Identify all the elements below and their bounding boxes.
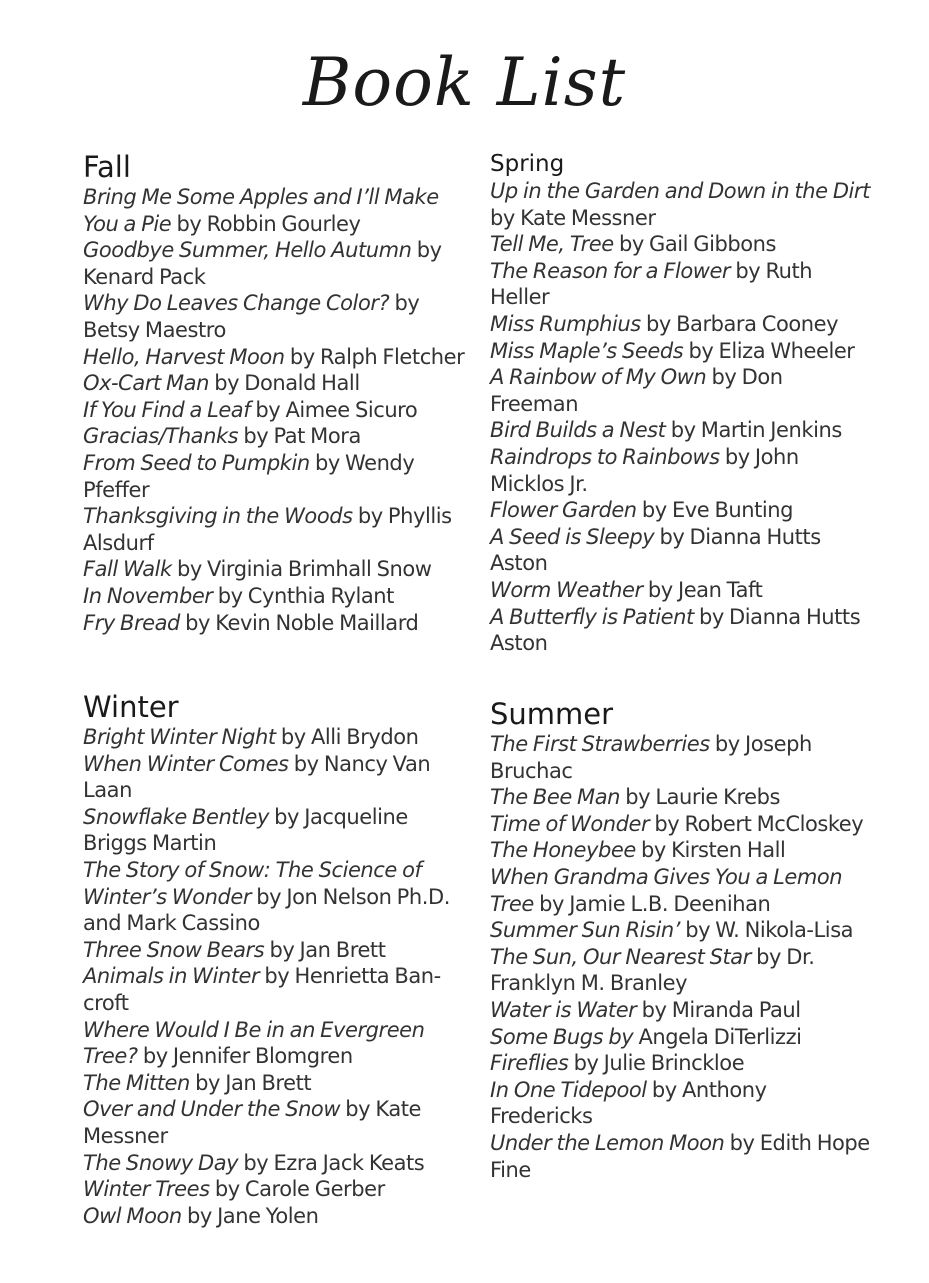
book-author: by Laurie Krebs	[625, 785, 781, 810]
section-heading-fall: Fall	[83, 150, 131, 184]
section-summer	[490, 697, 870, 1183]
book-author: by Jan Brett	[195, 1070, 312, 1095]
section-heading-winter: Winter	[83, 690, 179, 724]
book-title: Three Snow Bears	[83, 937, 265, 962]
book-title: The Mitten	[83, 1070, 190, 1095]
book-title: Goodbye Summer, Hello Autumn	[83, 238, 412, 263]
book-title: A Rainbow of My Own	[490, 365, 707, 390]
book-item	[490, 178, 870, 231]
book-item	[83, 751, 468, 804]
book-item	[83, 556, 468, 583]
book-item	[83, 937, 468, 964]
section-spring	[490, 150, 870, 657]
book-item	[490, 311, 870, 338]
book-title: Worm Weather	[490, 577, 643, 602]
book-author: by Barbara Cooney	[645, 311, 839, 336]
book-author: by Joseph Bruchac	[490, 732, 812, 783]
book-author: by Robert McCloskey	[654, 811, 864, 836]
book-author: by Ralph Fletcher	[289, 344, 465, 369]
book-title: Miss Maple’s Seeds	[490, 338, 684, 363]
book-item	[83, 184, 468, 237]
book-author: by Donald Hall	[214, 371, 360, 396]
book-author: by W. Nikola-Lisa	[685, 918, 854, 943]
section-heading-spring: Spring	[490, 151, 565, 177]
book-item	[83, 963, 468, 1016]
book-item	[83, 423, 468, 450]
book-item	[490, 1077, 870, 1130]
book-title: Winter Trees	[83, 1177, 210, 1202]
book-item	[83, 583, 468, 610]
page-title: Book List	[302, 44, 627, 121]
book-title: When Winter Comes	[83, 751, 289, 776]
book-title: The Honeybee	[490, 838, 636, 863]
book-item	[83, 1096, 468, 1149]
section-winter	[83, 690, 468, 1229]
book-author: by Jacqueline Briggs Martin	[83, 804, 408, 856]
book-author: by John Micklos Jr.	[490, 444, 799, 496]
book-list-summer	[490, 731, 870, 1183]
book-item	[490, 1024, 870, 1051]
book-item	[83, 610, 468, 637]
book-author: by Henrietta Ban-croft	[83, 964, 441, 1015]
book-item	[490, 837, 870, 864]
book-title: Summer Sun Risin’	[490, 918, 680, 943]
book-author: by Miranda Paul	[641, 997, 801, 1022]
book-title: Gracias/Thanks	[83, 424, 239, 449]
book-title: Bring Me Some Apples and I’ll Make You a Pie	[83, 185, 439, 236]
book-author: by Gail Gibbons	[618, 232, 776, 257]
book-author: by Jan Brett	[269, 937, 386, 962]
book-item	[490, 258, 870, 311]
book-title: Hello, Harvest Moon	[83, 344, 285, 369]
book-item	[83, 344, 468, 371]
book-author: by Dianna Hutts Aston	[490, 604, 861, 656]
book-author: by Cynthia Rylant	[217, 583, 394, 608]
book-title: The Sun, Our Nearest Star	[490, 944, 751, 969]
book-item	[83, 370, 468, 397]
book-item	[83, 1017, 468, 1070]
book-item	[83, 724, 468, 751]
book-item	[83, 503, 468, 556]
book-author: by Phyllis Alsdurf	[83, 504, 452, 555]
book-title: The Bee Man	[490, 785, 621, 810]
book-title: The Story of Snow: The Science of Winter’s Wonder	[83, 857, 422, 909]
book-author: by Nancy Van Laan	[83, 751, 431, 803]
book-item	[83, 1150, 468, 1177]
book-item	[490, 811, 870, 838]
book-item	[83, 857, 468, 937]
book-title: A Butterfly is Patient	[490, 604, 694, 629]
book-title: The Reason for a Flower	[490, 258, 731, 283]
book-title: From Seed to Pumpkin	[83, 450, 310, 475]
book-title: Fall Walk	[83, 557, 172, 582]
book-author: by Don Freeman	[490, 365, 783, 416]
book-title: Tell Me, Tree	[490, 232, 614, 257]
book-list-spring	[490, 178, 870, 657]
book-title: In November	[83, 583, 213, 608]
book-author: by Robbin Gourley	[176, 211, 361, 236]
book-author: by Carole Gerber	[214, 1177, 385, 1202]
book-author: by Ezra Jack Keats	[243, 1150, 425, 1175]
book-item	[83, 450, 468, 503]
book-list-winter	[83, 724, 468, 1229]
book-title: Over and Under the Snow	[83, 1097, 341, 1122]
book-item	[490, 864, 870, 917]
book-title: Time of Wonder	[490, 811, 650, 836]
book-item	[490, 231, 870, 258]
book-title: Fry Bread	[83, 610, 180, 635]
book-item	[490, 417, 870, 444]
book-author: by Jane Yolen	[186, 1203, 319, 1228]
book-item	[490, 497, 870, 524]
book-title: If You Find a Leaf	[83, 397, 251, 422]
book-title: Bird Builds a Nest	[490, 418, 666, 443]
book-title: Flower Garden	[490, 498, 637, 523]
book-title: Water is Water	[490, 997, 637, 1022]
book-author: by Dr. Franklyn M. Branley	[490, 944, 815, 996]
book-author: by Jennifer Blomgren	[142, 1044, 353, 1069]
book-author: by Julie Brinckloe	[573, 1051, 745, 1076]
book-item	[83, 804, 468, 857]
book-item	[490, 784, 870, 811]
book-title: Up in the Garden and Down in the Dirt	[490, 179, 870, 203]
book-title: Miss Rumphius	[490, 311, 641, 336]
book-author: by Betsy Maestro	[83, 291, 420, 342]
book-author: by Eliza Wheeler	[688, 338, 855, 363]
section-fall	[83, 150, 468, 636]
book-title: When Grandma Gives You a Lemon Tree	[490, 864, 843, 916]
book-item	[83, 290, 468, 343]
book-title: Thanksgiving in the Woods	[83, 504, 353, 529]
book-title: Animals in Winter	[83, 964, 260, 989]
book-title: Snowflake Bentley	[83, 804, 269, 829]
book-title: Some Bugs by	[490, 1024, 634, 1049]
book-author: by Jamie L.B. Deenihan	[539, 891, 771, 916]
book-item	[490, 604, 870, 657]
book-item	[490, 731, 870, 784]
book-author: by Jean Taft	[647, 577, 763, 602]
book-author: by Kate Messner	[83, 1097, 422, 1148]
book-author: by Virginia Brimhall Snow	[176, 557, 432, 582]
book-title: Why Do Leaves Change Color?	[83, 291, 390, 316]
book-author: by Edith Hope Fine	[490, 1130, 870, 1182]
book-item	[490, 364, 870, 417]
book-item	[83, 237, 468, 290]
book-title: The Snowy Day	[83, 1150, 239, 1175]
book-author: by Ruth Heller	[490, 258, 813, 310]
book-item	[490, 917, 870, 944]
book-title: The First Strawberries	[490, 732, 710, 756]
book-author: by Dianna Hutts Aston	[490, 524, 821, 576]
book-author: by Eve Bunting	[641, 498, 794, 523]
book-item	[490, 338, 870, 365]
book-list-fall	[83, 184, 468, 636]
book-author: by Kate Messner	[490, 205, 656, 230]
book-item	[83, 397, 468, 424]
book-author: by Kirsten Hall	[641, 838, 786, 863]
book-item	[83, 1176, 468, 1203]
book-item	[490, 1050, 870, 1077]
book-author: Angela DiTerlizzi	[638, 1024, 802, 1049]
book-item	[83, 1070, 468, 1097]
book-author: by Alli Brydon	[280, 725, 419, 749]
book-author: by Aimee Sicuro	[255, 397, 418, 422]
book-title: In One Tidepool	[490, 1077, 647, 1102]
book-title: Fireflies	[490, 1051, 569, 1076]
book-title: A Seed is Sleepy	[490, 524, 655, 549]
book-author: by Anthony Fredericks	[490, 1077, 767, 1129]
book-title: Where Would I Be in an Evergreen Tree?	[83, 1017, 425, 1069]
book-title: Under the Lemon Moon	[490, 1130, 725, 1155]
book-author: by Pat Mora	[243, 424, 361, 449]
book-author: by Wendy Pfeffer	[83, 450, 415, 502]
book-author: by Kenard Pack	[83, 238, 442, 289]
book-title: Raindrops to Rainbows	[490, 444, 720, 469]
book-title: Owl Moon	[83, 1203, 182, 1228]
book-title: Ox-Cart Man	[83, 371, 209, 396]
book-item	[490, 524, 870, 577]
section-heading-summer: Summer	[490, 697, 614, 731]
book-author: by Jon Nelson Ph.D. and Mark Cassino	[83, 884, 450, 936]
book-item	[490, 1130, 870, 1183]
book-item	[83, 1203, 468, 1230]
book-item	[490, 444, 870, 497]
book-item	[490, 944, 870, 997]
book-item	[490, 577, 870, 604]
book-item	[490, 997, 870, 1024]
book-title: Bright Winter Night	[83, 725, 276, 749]
book-author: by Martin Jenkins	[670, 418, 842, 443]
book-author: by Kevin Noble Maillard	[185, 610, 419, 635]
